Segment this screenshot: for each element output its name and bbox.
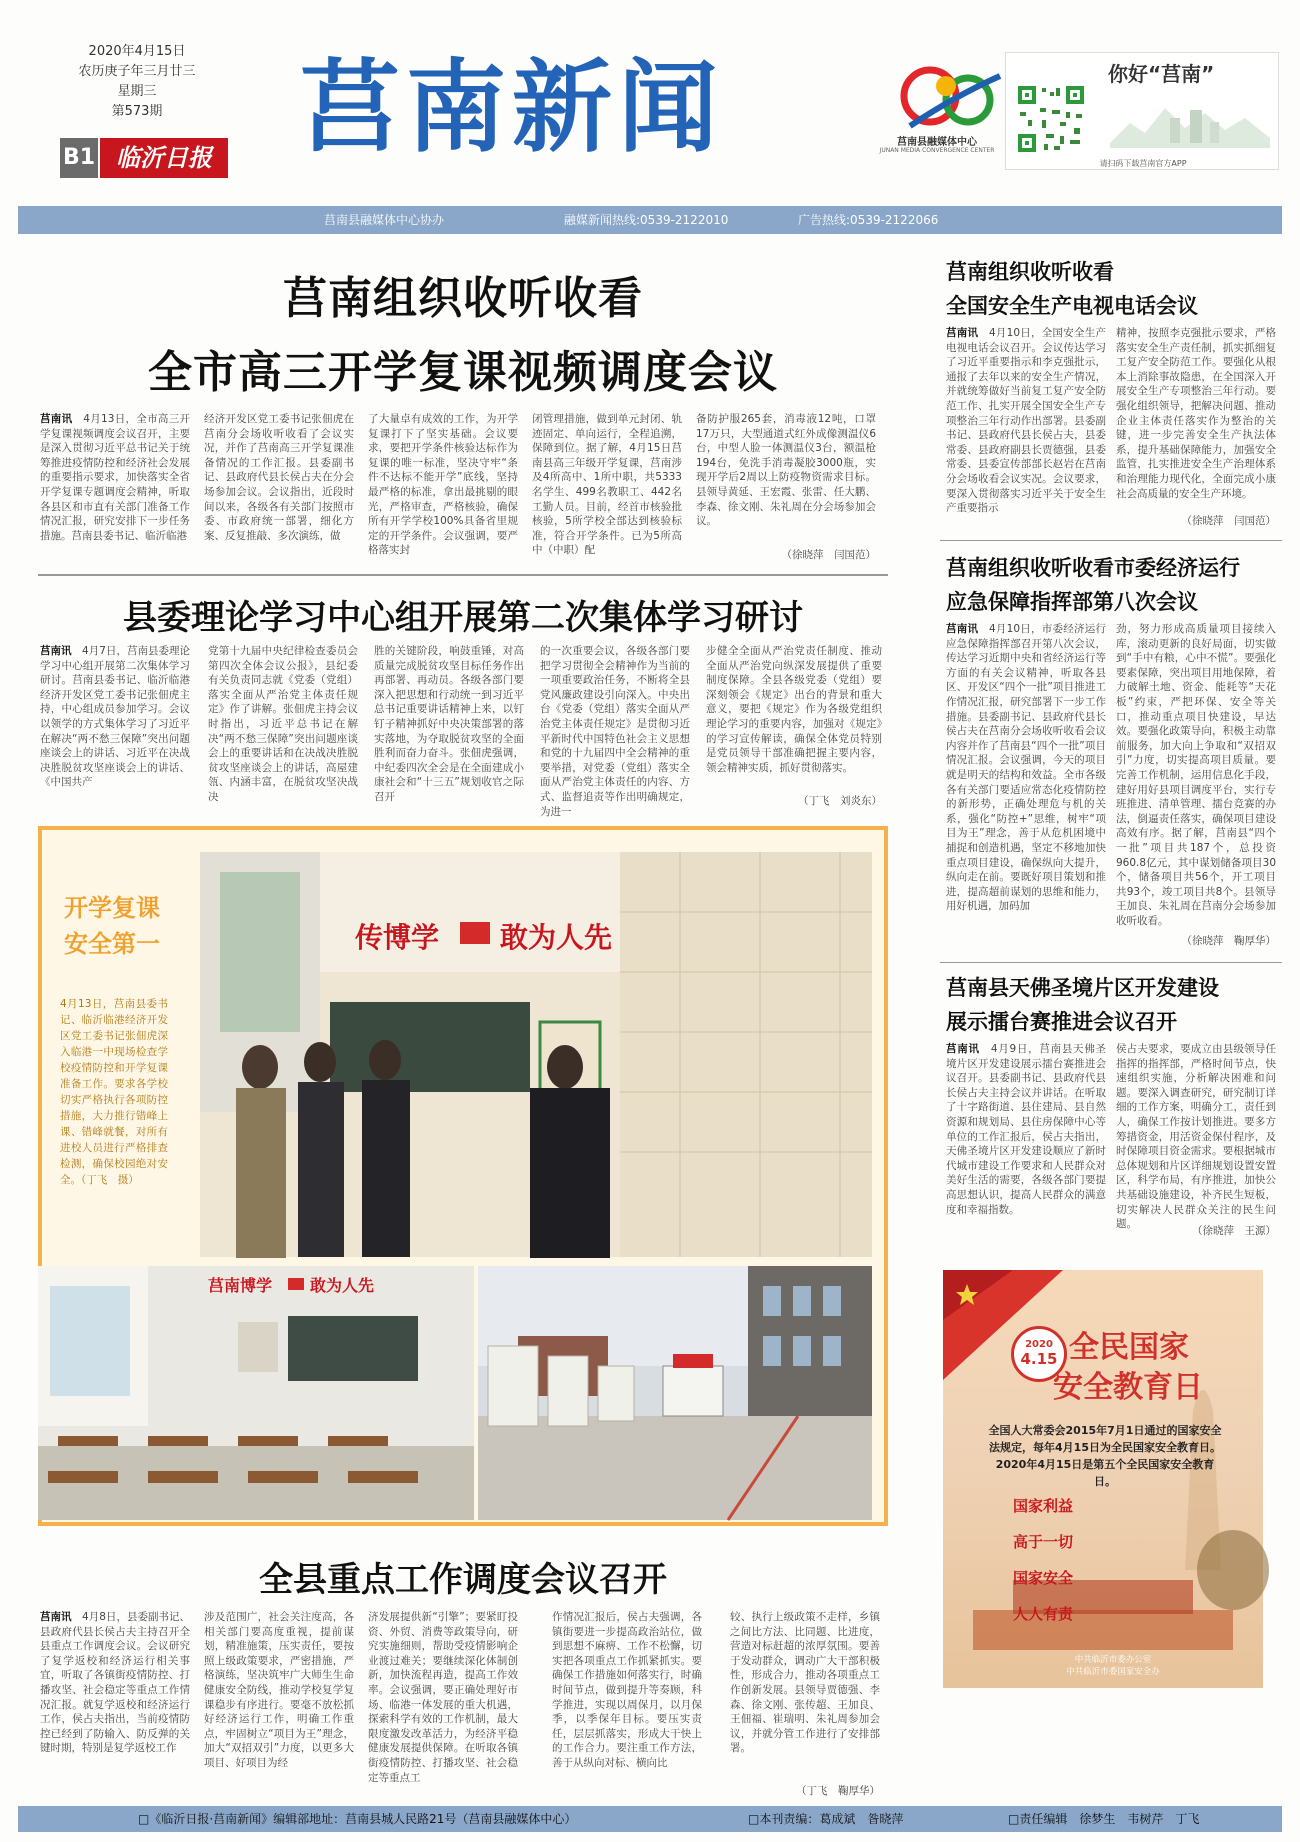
national-security-poster — [943, 1270, 1263, 1688]
lead-col-5: 备防护服265套，消毒液12吨，口罩17万只，大型通道式红外成像测温仪6台，中型人脸一体测温仪3台，额温枪194台，免洗手消毒凝胶3000瓶，实现开学后2周以上防疫物资需求目标。县领导黄延、王宏霞、张雷、任大鹏、李森、徐文刚、朱礼周在分会场参加会议。 — [696, 413, 876, 528]
date-block — [62, 42, 212, 122]
banner-text-4: 敢为人先 — [310, 1276, 375, 1295]
qr-code-icon[interactable] — [1016, 84, 1086, 154]
photo-feature-title: 开学复课 安全第一 — [64, 893, 160, 958]
side3-headline-line1: 莒南县天佛圣境片区开发建设 — [946, 975, 1219, 1000]
footer-duty-editors: □责任编辑 徐梦生 韦树芹 丁飞 — [1008, 1812, 1200, 1826]
info-bar — [18, 206, 1282, 234]
poster-body: 全国人大常委会2015年7月1日通过的国家安全法规定，每年4月15日为全民国家安全教育日。2020年4月15日是第五个全民国家安全教育日。 — [988, 1424, 1222, 1488]
lead-col-1: 莒南讯 4月13日，全市高三开学复课视频调度会议召开，主要是深入贯彻习近平总书记关于统筹推进疫情防控和经济社会发展的重要指示要求，加快落实全省开学复课专题调度会精神，听取各县区和市直有关部门准备工作情况汇报，研究安排下一步任务措施。莒南县委书记、临沂临港 — [40, 413, 191, 542]
side1-headline-line1: 莒南组织收听收看 — [946, 259, 1114, 284]
lunar-date: 农历庚子年三月廿三 — [78, 64, 196, 79]
ad-hotline: 广告热线:0539-2122066 — [798, 213, 939, 227]
lead-col-2: 经济开发区党工委书记张佃虎在莒南分会场收听收看了会议实况，并作了莒南高三开学复课准备情况的工作汇报。县委副书记、县政府代县长侯占夫在分会场参加会议。会议指出，近段时间以来，各级各有关部门按照市委、市政府统一部署，细化方案、反复推敲、多次演练，做 — [204, 413, 354, 542]
divider — [38, 574, 888, 576]
town-illustration-icon — [1110, 88, 1270, 148]
footer-editors: □本刊责编：葛成斌 昝晓萍 — [748, 1812, 904, 1826]
side1-byline: （徐晓萍 闫国范） — [1181, 515, 1276, 527]
lead-headline-line1: 莒南组织收听收看 — [283, 273, 643, 324]
media-center-name: 莒南县融媒体中心 — [897, 137, 977, 148]
weekday: 星期三 — [117, 84, 157, 99]
divider — [940, 962, 1282, 963]
classroom-photo[interactable] — [38, 1266, 474, 1520]
keywork-col-4: 作情况汇报后，侯占夫强调，各镇街要进一步提高政治站位，做到思想不麻痹、工作不松懈，切实把各项重点工作抓紧抓实。要确保工作措施如何落实行，时确时间节点，做到提升等奏顾，科学推进，实现以周保月，以月保季，以季保年目标。要压实责任，层层抓落实，形成大干快上的工作合力。要注重工作方法，善于从纵向对标、横向比 — [552, 1611, 702, 1769]
divider — [940, 540, 1282, 541]
lead-byline: （徐晓萍 闫国范） — [781, 549, 876, 561]
study-col-2: 党第十九届中央纪律检查委员会第四次全体会议公报》，县纪委有关负责同志就《党委（党组）落实全面从严治党主体责任规定》作了讲解。张佃虎主持会议时指出，习近平总书记在解决“两不愁三保障”突出问题座谈会上的重要讲话和在决战决胜脱贫攻坚座谈会上的讲话，高屋建瓴、内涵丰富，在脱贫攻坚决战决 — [208, 645, 358, 803]
media-center-en: JUNAN MEDIA CONVERGENCE CENTER — [879, 147, 995, 154]
poster-title-line1: 全民国家 — [1069, 1330, 1189, 1365]
app-greeting: 你好“莒南” — [1108, 62, 1215, 86]
keywork-col-3: 济发展提供新“引擎”；要紧盯投资、外贸、消费等政策导向，研究实施细则，帮助受疫情影响企业渡过难关；要继续深化体制创新，加快流程再造，提高工作效率。会议强调，要正确处理好市场、临港一体发展的重大机遇，探索科学有效的工作机制，最大限度激发改革活力，为经济平稳健康发展提供保障。在听取各镇街疫情防控、打播攻坚、社会稳定等重点工 — [368, 1611, 518, 1784]
banner-text-2: 敢为人先 — [500, 921, 613, 954]
side2-headline-line2: 应急保障指挥部第八次会议 — [946, 589, 1198, 614]
badge-icon: 2020 4.15 — [1011, 1326, 1067, 1382]
side3-col-1: 莒南讯 4月9日，莒南县天佛圣境片区开发建设展示擂台赛推进会议召开。县委副书记、县政府代县长侯占夫主持会议并讲话。在听取了十字路街道、县住建局、县自然资源和规划局、县住房保障中心等单位的工作汇报后，侯占夫指出，天佛圣境片区开发建设顺应了新时代城市建设工作要求和人民群众对美好生活的需要，各级各部门要提高思想认识，提高人民群众的满意度和幸福指数。 — [946, 1043, 1106, 1216]
side1-headline-line2: 全国安全生产电视电话会议 — [946, 293, 1198, 318]
study-headline: 县委理论学习中心组开展第二次集体学习研讨 — [123, 598, 803, 638]
co-host: 莒南县融媒体中心协办 — [324, 213, 445, 227]
paper-logo: 临沂日报 — [100, 138, 228, 178]
study-col-3: 胜的关键阶段，响鼓重锤，对高质量完成脱贫攻坚目标任务作出再部署、再动员。各级各部门要深入把思想和行动统一到习近平总书记重要讲话精神上来，以钉钉子精神抓好中央决策部署的落实落地，为夺取脱贫攻坚的全面胜利而奋力奋斗。张佃虎强调，中纪委四次全会是在全面建成小康社会和“十三五”规划收官之际召开 — [374, 645, 524, 803]
inspection-photo[interactable] — [200, 852, 872, 1257]
dateline: 莒南讯 — [40, 645, 72, 657]
lead-col-3: 了大量卓有成效的工作，为开学复课打下了坚实基础。会议要求，要把开学条件核验达标作为复课的唯一标准，坚决守牢“条件不达标不能开学”底线，坚持最严格的标准，拿出最挑剔的眼光，严格审查，严格核验，确保所有开学学校100%具备省里规定的开学条件。会议强调，要严格落实封 — [368, 413, 518, 557]
poster-org: 中共临沂市委办公室 中共临沂市委国家安全办 — [1066, 1655, 1160, 1677]
footer-editorial-address: □《临沂日报·莒南新闻》编辑部地址：莒南县城人民路21号（莒南县融媒体中心） — [138, 1812, 577, 1826]
side1-col-2: 精神，按照李克强批示要求，严格落实安全生产责任制，抓实抓细复工复产安全防范工作。要强化从根本上消除事故隐患，在全国深入开展安全生产专项整治三年行动。要强化组织领导，把解决问题、推动企业主体责任落实作为整治的关键，进一步完善安全生产执法体系，提升基础保障能力，加强安全监管，扎实推进安全生产治理体系和治理能力现代化，全面完成小康社会高质量的安全生产环境。 — [1116, 327, 1276, 500]
banner-text-1: 传博学 — [355, 921, 440, 954]
side1-col-1: 莒南讯 4月10日，全国安全生产电视电话会议召开。会议传达学习了习近平重要指示和李克强批示，通报了去年以来的安全生产情况，并就统筹做好当前复工复产安全防范工作、扎实开展全国安全生产专项整治三年行动作出部署。县委副书记、县政府代县长侯占夫，县委常委、县政府副县长贾德强，县委常委、县委宣传部部长赵岩在莒南分会场收看会议实况。会议要求，要深入贯彻落实习近平关于安全生产重要指示 — [946, 327, 1107, 515]
lead-headline-line2: 全市高三开学复课视频调度会议 — [148, 347, 778, 398]
photo-byline: （丁飞 摄） — [81, 1174, 139, 1186]
dateline: 莒南讯 — [946, 327, 979, 339]
page-number: B1 — [60, 138, 98, 178]
news-hotline: 融媒新闻热线:0539-2122010 — [564, 213, 729, 227]
side2-byline: （徐晓萍 鞠厚华） — [1181, 935, 1276, 947]
dateline: 莒南讯 — [40, 413, 73, 425]
study-col-5: 步健全全面从严治党责任制度、推动全面从严治党向纵深发展提供了重要制度保障。全县各级党委（党组）要深刻领会《规定》出台的背景和重大意义，要把《规定》作为各级党组织理论学习的重要内容，加强对《规定》的学习宣传解读，确保全体党员特别是党员领导干部准确把握主要内容，领会精神实质，抓好贯彻落实。 — [706, 645, 882, 774]
study-byline: （丁飞 刘炎东） — [798, 795, 882, 807]
footer-bar — [18, 1806, 1282, 1832]
dateline: 莒南讯 — [946, 1043, 980, 1055]
keywork-col-1: 莒南讯 4月8日，县委副书记、县政府代县长侯占夫主持召开全县重点工作调度会议。会议研究了复学返校和经济运行相关事宜，听取了各镇街疫情防控、打播攻坚、社会稳定等重点工作情况汇报。就复学返校和经济运行工作，侯占夫指出，当前疫情防控已经到了防输入、防反弹的关键时期，特别是复学返校工作 — [40, 1611, 190, 1755]
photo-caption: 4月13日，莒南县委书记、临沂临港经济开发区党工委书记张佃虎深入临港一中现场检查学校疫情防控和开学复课准备工作。要求各学校切实严格执行各项防控措施，大力推行错峰上课、错峰就餐，对所有进校人员进行严格排查检测，确保校园绝对安全。（丁飞 摄） — [60, 998, 168, 1186]
dateline: 莒南讯 — [946, 623, 979, 635]
date: 2020年4月15日 — [88, 44, 186, 59]
side2-headline-line1: 莒南组织收听收看市委经济运行 — [946, 555, 1240, 580]
poster-title-line2: 安全教育日 — [1053, 1370, 1203, 1405]
side3-byline: （徐晓萍 王源） — [1192, 1225, 1276, 1237]
keywork-col-2: 涉及范围广，社会关注度高，各相关部门要高度重视，提前谋划，精准施策，压实责任，要按照上级政策要求，严密措施，严格演练，坚决筑牢广大师生生命健康安全防线，推动学校复学复课稳步有序进行。要毫不放松抓好经济运行工作，明确工作重点，牢固树立“项目为王”理念，加大“双招双引”力度，以更多大项目、好项目为经 — [204, 1611, 354, 1769]
app-download-caption: 请扫码下载莒南官方APP — [1099, 159, 1187, 168]
side3-col-2: 侯占夫要求，要成立由县级领导任指挥的指挥部，严格时间节点，快速组织实施，分析解决困难和问题。要深入调查研究，研究制订详细的工作方案，明确分工，责任到人，确保工作按计划推进。要多方筹措资金，用活资金保付程序，及时保障项目资金需求。要根据城市总体规划和片区详细规划设置安置区，科学布局，有序推进，加快公共基础设施建设，补齐民生短板，切实解决人民群众关注的民生问题。 — [1116, 1043, 1276, 1231]
study-col-4: 的一次重要会议，各级各部门要把学习贯彻全会精神作为当前的一项重要政治任务，不断将全县党风廉政建设引向深入。中央出台《党委（党组）落实全面从严治党主体责任规定》是贯彻习近平新时代中国特色社会主义思想和党的十九届四中全会精神的重要举措，对党委（党组）落实全面从严治党主体责任的内容、方式、监督追责等作出明确规定，为进一 — [540, 645, 690, 818]
keywork-headline: 全县重点工作调度会议召开 — [259, 1560, 667, 1600]
issue-number: 第573期 — [111, 104, 163, 119]
side2-col-2: 劲，努力形成高质量项目接续入库，滚动更新的良好局面，切实做到“手中有粮，心中不慌”。要强化要素保障，突出项目用地保障，着力破解土地、资金、能耗等“天花板”约束，严把环保、安全等关口，推动重点项目快建设，早达效。要强化政策导向，积极主动靠前服务，加大向上争取和“双招双引”力度，切实提高项目质量。要完善工作机制，运用信息化手段，建好用好县项目调度平台，实行专班推进、清单管理、擂台竞赛的办法，倒逼责任落实，确保项目建设高效有序。据了解，莒南县“四个一批”项目共187个，总投资960.8亿元，其中谋划储备项目30个，储备项目共56个，开工项目共93个，竣工项目共8个。县领导王加良、朱礼周在莒南分会场参加收听收看。 — [1116, 623, 1276, 927]
keywork-col-5: 较、执行上级政策不走样，乡镇之间比方法、比同题、比进度，营造对标赶超的浓厚氛围。要善于发动群众，调动广大干部积极性，形成合力，推动各项重点工作创新发展。县领导贾德强、李森、徐文刚、张传超、王加良、王佃福、崔瑞明、朱礼周参加会议，并就分管工作进行了安排部署。 — [730, 1611, 880, 1755]
lead-col-4: 闭管理措施，做到单元封闭、轨迹固定、单向运行，全程追溯，保障到位。据了解，4月15日莒南县高三年级开学复课，莒南涉及4所高中、1所中职，共5333名学生、499名教职工、442名工勤人员。目前，经首市核验批核验，5所学校全部达到核验标准，符合开学条件。已为5所高中（中职）配 — [532, 413, 682, 557]
banner-text-3: 莒南博学 — [208, 1276, 273, 1295]
campus-checkpoint-photo[interactable] — [478, 1266, 872, 1520]
dateline: 莒南讯 — [40, 1611, 72, 1623]
keywork-byline: （丁飞 鞠厚华） — [796, 1785, 880, 1797]
side3-headline-line2: 展示擂台赛推进会议召开 — [946, 1009, 1177, 1034]
side2-col-1: 莒南讯 4月10日，市委经济运行应急保障指挥部召开第八次会议，传达学习近期中央和省经济运行等方面的有关会议精神，听取各县区、开发区“四个一批”项目推进工作情况汇报，研究部署下一步工作措施。县委副书记、县政府代县长侯占夫在莒南分会场收听收看会议内容并作了莒南县“四个一批”项目情况汇报。会议强调，今天的项目就是明天的结构和效益。全市各级各有关部门要适应常态化疫情防控的新形势，正确处理危与机的关系，强化“防控+”思维，树牢“项目为王”理念，善于从危机困境中捕捉和创造机遇，坚定不移地加快重点项目建设，确保纵向大提升，纵向走在前。要既好项目策划和推进，提高超前谋划的思维和能力，用好机遇，加码加 — [946, 623, 1107, 913]
study-col-1: 莒南讯 4月7日，莒南县委理论学习中心组开展第二次集体学习研讨。莒南县委书记、临沂临港经济开发区党工委书记张佃虎主持，中心组成员参加学习。会议以领学的方式集体学习了习近平在解决“两不愁三保障”突出问题座谈会上的讲话、习近平在决战决胜脱贫攻坚座谈会上的讲话、《中国共产 — [40, 645, 190, 789]
masthead-title: 莒南新闻 — [300, 49, 724, 166]
poster-slogans: 国家利益 高于一切 国家安全 人人有责 — [1012, 1497, 1073, 1623]
